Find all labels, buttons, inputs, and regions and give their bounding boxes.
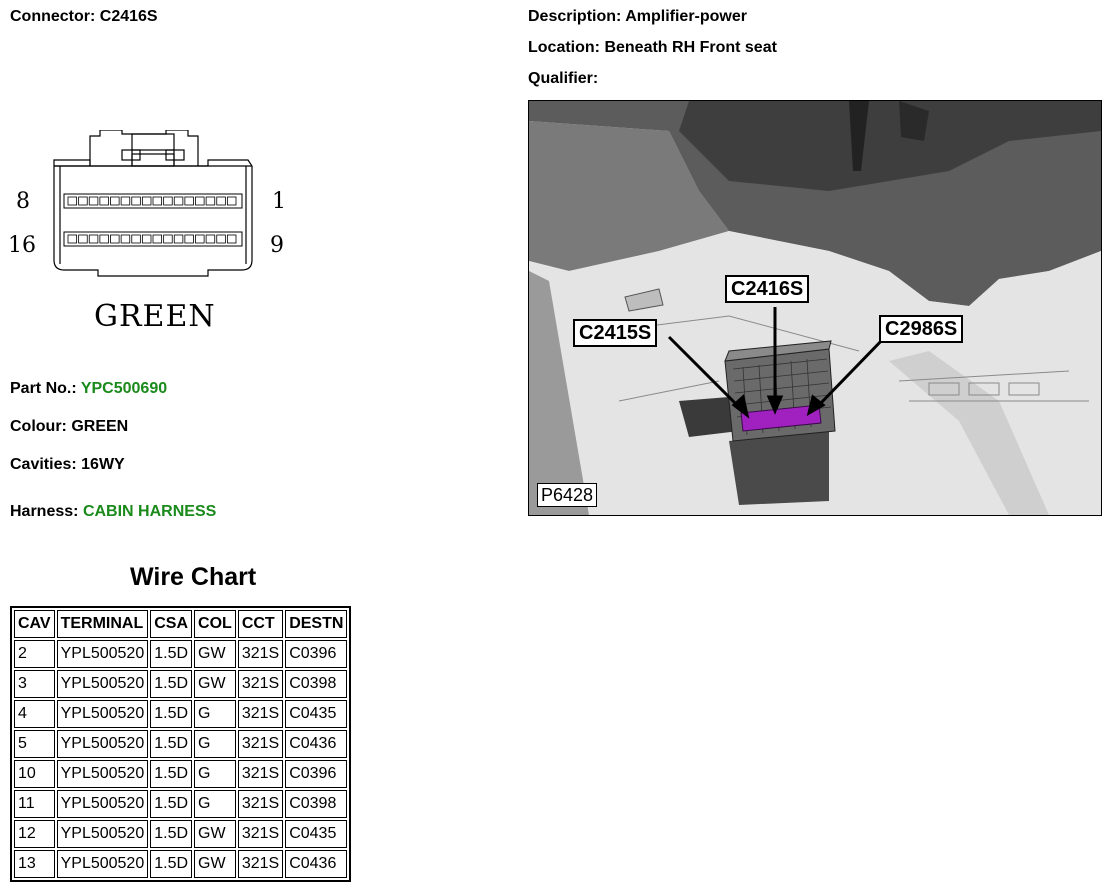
wire-chart-body xyxy=(14,640,347,878)
pin-row-top xyxy=(64,194,242,208)
cell-terminal: YPL500520 xyxy=(57,760,149,788)
pin-cavity xyxy=(111,235,120,243)
cell-destn: C0436 xyxy=(285,850,347,878)
cell-cav: 10 xyxy=(14,760,55,788)
harness-link[interactable]: CABIN HARNESS xyxy=(82,503,217,520)
table-row xyxy=(14,730,347,758)
pin-cavity xyxy=(206,235,215,243)
connector-line xyxy=(10,8,158,26)
cell-terminal: YPL500520 xyxy=(57,640,149,668)
connector-diagram xyxy=(8,130,298,340)
header-cav: CAV xyxy=(14,610,55,638)
wire-chart-header-row xyxy=(14,610,347,638)
pin-cavity xyxy=(121,197,130,205)
colour-line xyxy=(10,418,128,436)
pin-row-bottom xyxy=(64,232,242,246)
callout-c2415s: C2415S xyxy=(573,319,657,347)
cell-terminal: YPL500520 xyxy=(57,850,149,878)
callout-c2986s: C2986S xyxy=(879,315,963,343)
qualifier-line xyxy=(528,70,598,88)
cell-cct: 321S xyxy=(238,850,283,878)
part-label: Part No.: xyxy=(10,380,77,397)
cell-terminal: YPL500520 xyxy=(57,790,149,818)
pin-cavity xyxy=(174,235,183,243)
pin-cavity xyxy=(142,235,151,243)
cell-cct: 321S xyxy=(238,640,283,668)
header-cct: CCT xyxy=(238,610,283,638)
colour-label: Colour: xyxy=(10,418,67,435)
connector-label: Connector: xyxy=(10,8,96,25)
cell-csa: 1.5D xyxy=(150,820,192,848)
location-label: Location: xyxy=(528,39,600,56)
cell-cav: 5 xyxy=(14,730,55,758)
cell-destn: C0435 xyxy=(285,820,347,848)
cell-destn: C0398 xyxy=(285,670,347,698)
pin-cavity xyxy=(164,235,173,243)
cell-cct: 321S xyxy=(238,760,283,788)
pin-number-top-left: 8 xyxy=(16,189,30,214)
pin-cavity xyxy=(227,197,236,205)
harness-line xyxy=(10,503,216,521)
pin-number-bottom-right: 9 xyxy=(270,233,284,258)
cell-col: G xyxy=(194,760,236,788)
cell-cct: 321S xyxy=(238,700,283,728)
cell-csa: 1.5D xyxy=(150,850,192,878)
connector-colour-label: GREEN xyxy=(94,299,216,334)
cell-col: G xyxy=(194,700,236,728)
pin-cavity xyxy=(68,197,77,205)
cell-csa: 1.5D xyxy=(150,640,192,668)
pin-cavity xyxy=(100,235,109,243)
colour-value: GREEN xyxy=(71,418,129,435)
pin-cavity xyxy=(142,197,151,205)
cell-col: GW xyxy=(194,670,236,698)
cell-destn: C0396 xyxy=(285,760,347,788)
cell-col: G xyxy=(194,790,236,818)
location-value: Beneath RH Front seat xyxy=(604,39,777,56)
cell-col: G xyxy=(194,730,236,758)
cell-destn: C0435 xyxy=(285,700,347,728)
cell-csa: 1.5D xyxy=(150,790,192,818)
cell-cav: 4 xyxy=(14,700,55,728)
pin-number-top-right: 1 xyxy=(272,189,286,214)
cell-col: GW xyxy=(194,850,236,878)
pin-cavity xyxy=(174,197,183,205)
pin-cavity xyxy=(217,235,226,243)
wire-chart-title: Wire Chart xyxy=(130,563,257,591)
cell-csa: 1.5D xyxy=(150,730,192,758)
cell-destn: C0436 xyxy=(285,730,347,758)
header-csa: CSA xyxy=(150,610,192,638)
pin-cavity xyxy=(79,197,88,205)
location-photo xyxy=(528,100,1102,516)
pin-cavity xyxy=(111,197,120,205)
pin-cavity xyxy=(153,235,162,243)
photo-reference: P6428 xyxy=(537,483,597,507)
cell-col: GW xyxy=(194,640,236,668)
header-destn: DESTN xyxy=(285,610,347,638)
pin-cavity xyxy=(217,197,226,205)
pin-cavity xyxy=(79,235,88,243)
header-terminal: TERMINAL xyxy=(57,610,149,638)
pin-cavity xyxy=(100,197,109,205)
cell-cct: 321S xyxy=(238,670,283,698)
pin-cavity xyxy=(89,235,98,243)
cell-destn: C0398 xyxy=(285,790,347,818)
header-col: COL xyxy=(194,610,236,638)
table-row xyxy=(14,790,347,818)
cell-cav: 13 xyxy=(14,850,55,878)
description-label: Description: xyxy=(528,8,622,25)
cavities-label: Cavities: xyxy=(10,456,77,473)
location-illustration xyxy=(529,101,1101,515)
part-number-link[interactable]: YPC500690 xyxy=(80,380,168,397)
table-row xyxy=(14,760,347,788)
table-row xyxy=(14,820,347,848)
pin-cavity xyxy=(68,235,77,243)
cell-cct: 321S xyxy=(238,730,283,758)
wire-chart-table xyxy=(10,606,351,882)
cell-destn: C0396 xyxy=(285,640,347,668)
connector-value: C2416S xyxy=(99,8,158,25)
pin-cavity xyxy=(185,235,194,243)
cell-terminal: YPL500520 xyxy=(57,730,149,758)
cell-cav: 12 xyxy=(14,820,55,848)
pin-cavity xyxy=(185,197,194,205)
pin-cavity xyxy=(164,197,173,205)
table-row xyxy=(14,700,347,728)
cell-cct: 321S xyxy=(238,820,283,848)
pin-cavity xyxy=(121,235,130,243)
cell-csa: 1.5D xyxy=(150,670,192,698)
pin-cavity xyxy=(196,235,205,243)
pin-number-bottom-left: 16 xyxy=(8,233,36,258)
table-row xyxy=(14,850,347,878)
pin-cavity xyxy=(89,197,98,205)
cell-terminal: YPL500520 xyxy=(57,820,149,848)
cavities-value: 16WY xyxy=(81,456,125,473)
table-row xyxy=(14,670,347,698)
cell-csa: 1.5D xyxy=(150,760,192,788)
harness-label: Harness: xyxy=(10,503,79,520)
pin-cavity xyxy=(196,197,205,205)
cell-cav: 2 xyxy=(14,640,55,668)
qualifier-label: Qualifier: xyxy=(528,70,599,87)
cell-col: GW xyxy=(194,820,236,848)
table-row xyxy=(14,640,347,668)
pin-cavity xyxy=(153,197,162,205)
part-line xyxy=(10,380,167,398)
cell-csa: 1.5D xyxy=(150,700,192,728)
description-value: Amplifier-power xyxy=(625,8,747,25)
pin-cavity xyxy=(132,235,141,243)
cell-terminal: YPL500520 xyxy=(57,670,149,698)
pin-cavity xyxy=(206,197,215,205)
callout-c2416s: C2416S xyxy=(725,275,809,303)
pin-cavity xyxy=(132,197,141,205)
cell-terminal: YPL500520 xyxy=(57,700,149,728)
cell-cav: 11 xyxy=(14,790,55,818)
cavities-line xyxy=(10,456,125,474)
pin-cavity xyxy=(227,235,236,243)
cell-cav: 3 xyxy=(14,670,55,698)
location-line xyxy=(528,39,777,57)
description-line xyxy=(528,8,747,26)
cell-cct: 321S xyxy=(238,790,283,818)
